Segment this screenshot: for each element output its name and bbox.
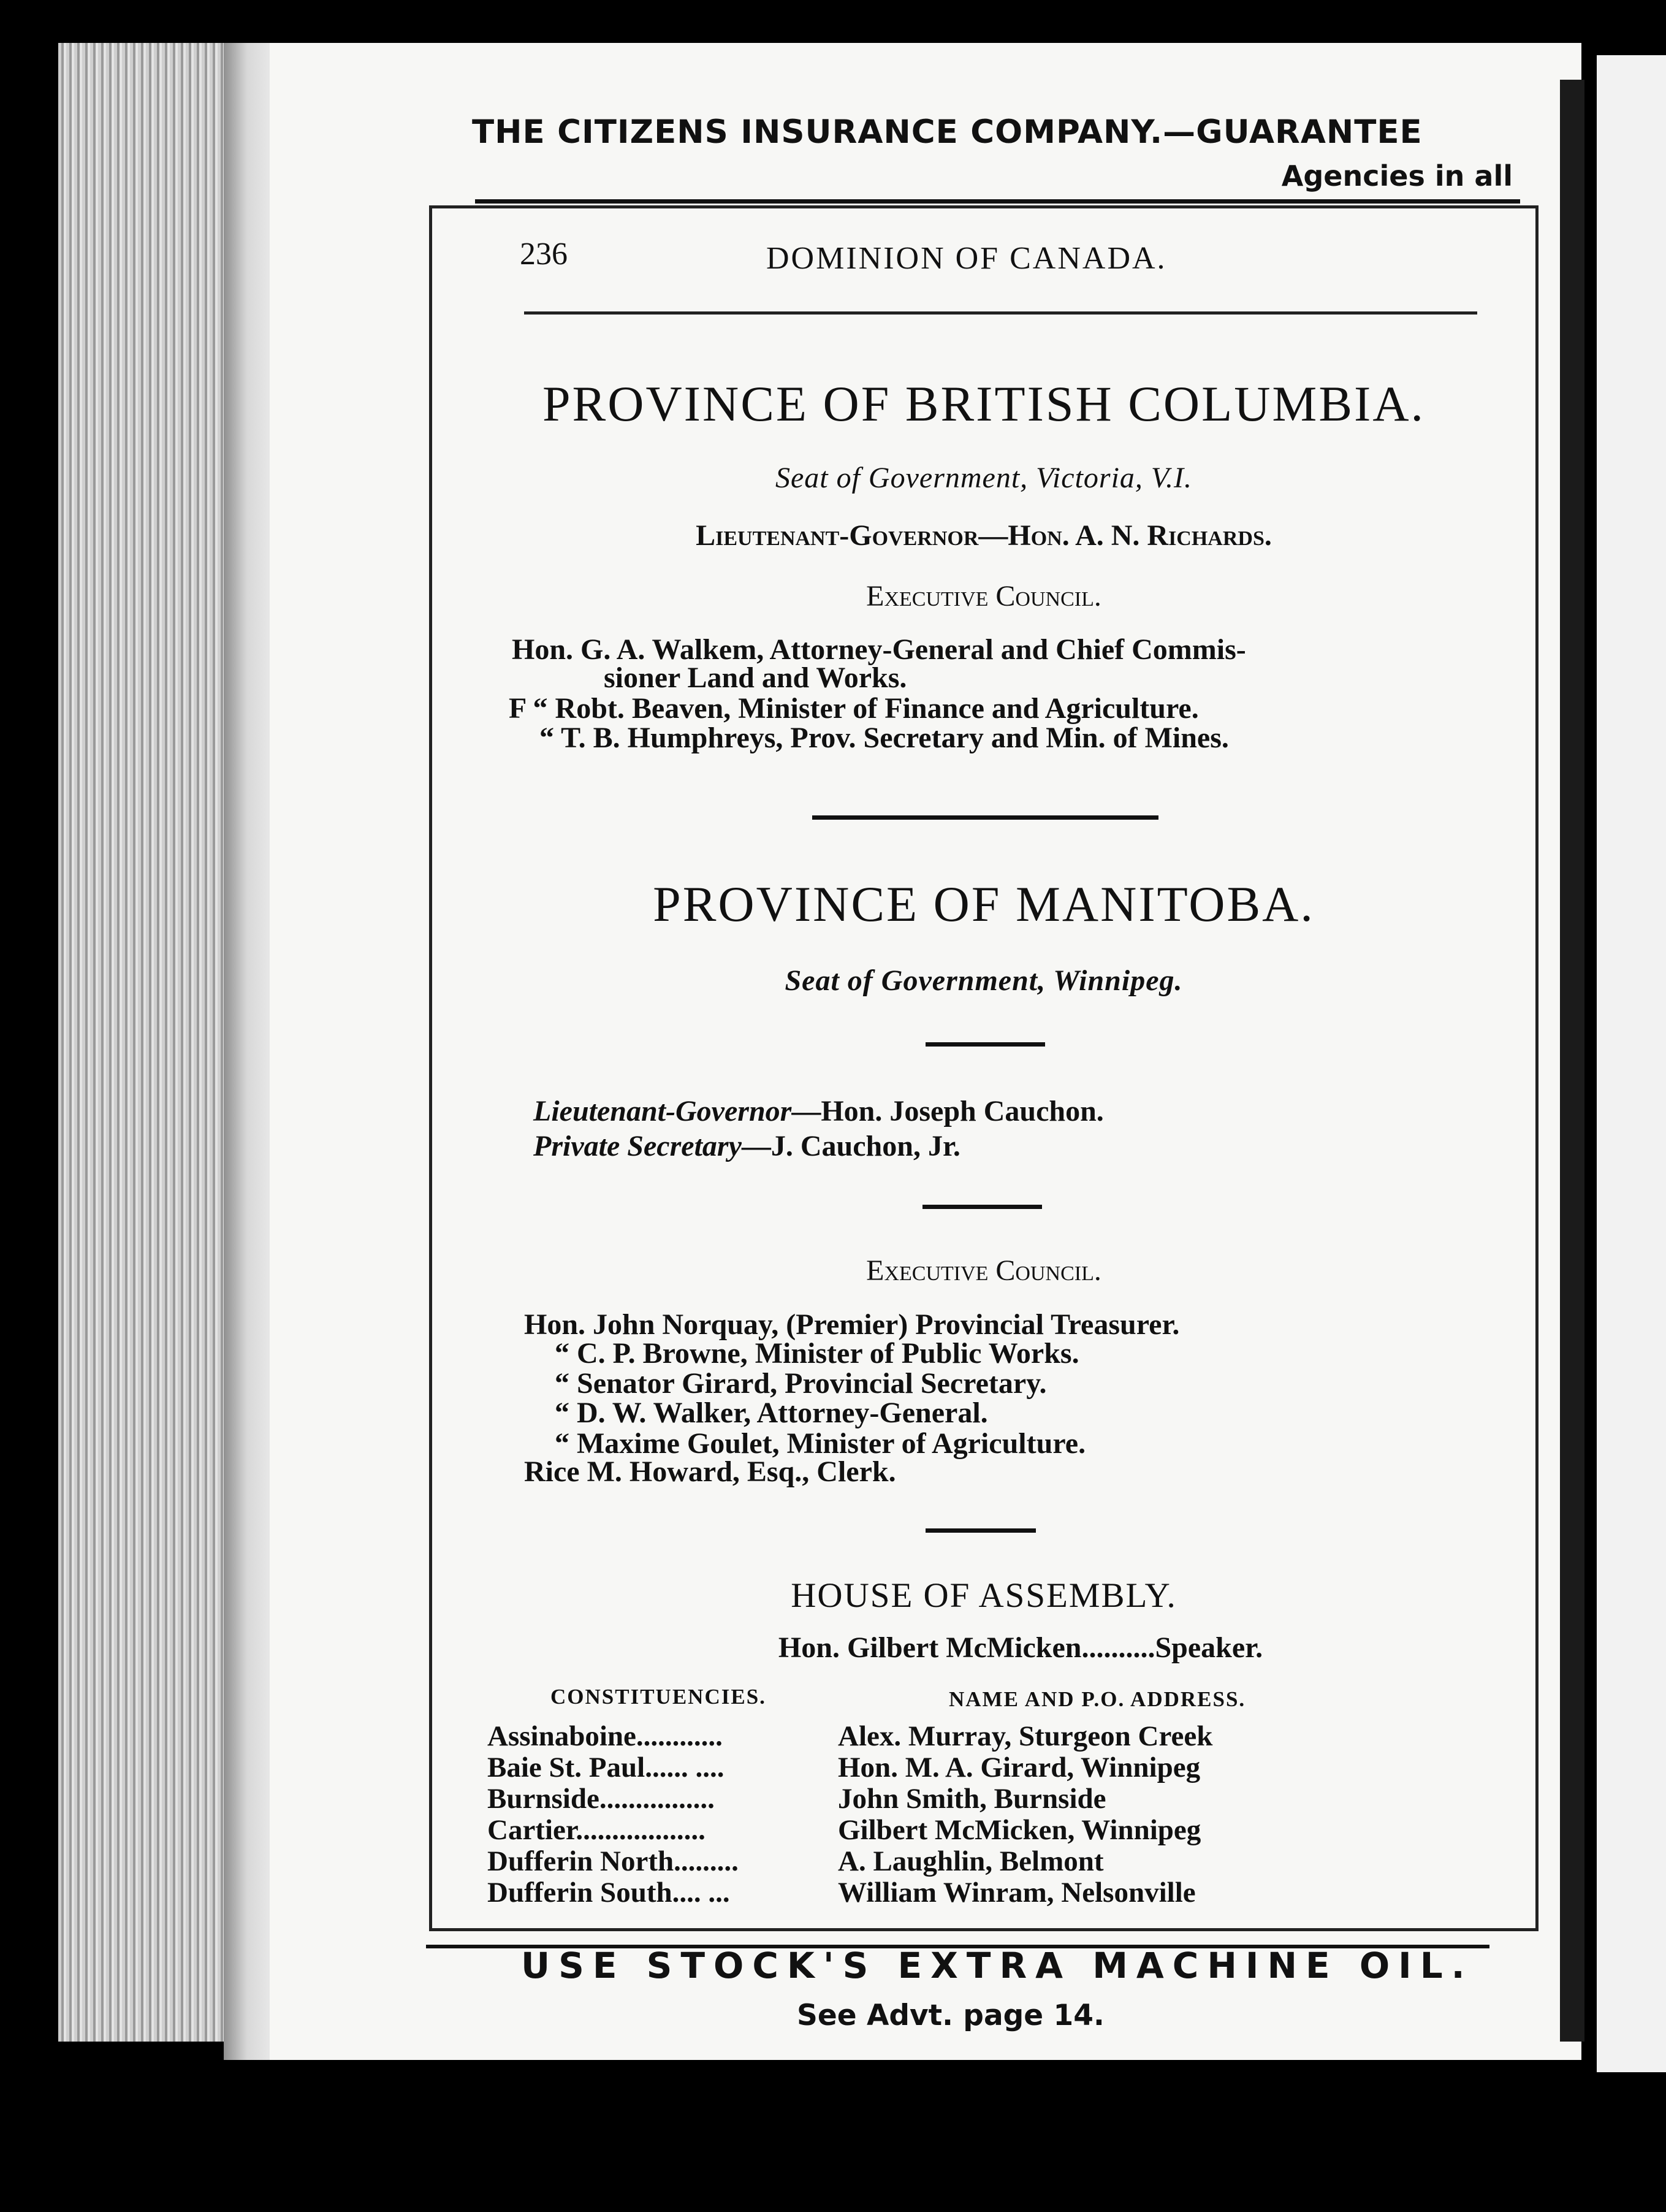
mb-council-line: “ Maxime Goulet, Minister of Agriculture.: [555, 1427, 1086, 1460]
mb-private-secretary: Private Secretary—J. Cauchon, Jr.: [533, 1130, 960, 1162]
page-edge-shadow: [1560, 80, 1584, 2042]
bc-lieutenant-governor: Lieutenant-Governor—Hon. A. N. Richards.: [696, 519, 1272, 552]
bc-seat: Seat of Government, Victoria, V.I.: [775, 462, 1193, 494]
member-row: Assinaboine............ Alex. Murray, Sturgeon Creek: [487, 1720, 1213, 1752]
advert-header-line1: THE CITIZENS INSURANCE COMPANY.—GUARANTEE: [472, 113, 1423, 151]
member-row: Baie St. Paul...... .... Hon. M. A. Girard, Winnipeg: [487, 1752, 1201, 1783]
mb-council-line: “ Senator Girard, Provincial Secretary.: [555, 1367, 1047, 1400]
assembly-title: HOUSE OF ASSEMBLY.: [791, 1576, 1177, 1615]
bc-council-line: sioner Land and Works.: [604, 662, 907, 694]
bc-council-line: “ T. B. Humphreys, Prov. Secretary and Min. of Mines.: [539, 722, 1229, 754]
title-rule: [524, 311, 1477, 315]
mb-title: PROVINCE OF MANITOBA.: [653, 876, 1315, 932]
page-number: 236: [520, 237, 568, 272]
bc-council-heading: Executive Council.: [866, 580, 1101, 612]
bc-title: PROVINCE OF BRITISH COLUMBIA.: [542, 376, 1426, 432]
bc-council-line: Hon. G. A. Walkem, Attorney-General and Chief Commis-: [512, 633, 1246, 666]
mb-council-line: Hon. John Norquay, (Premier) Provincial Treasurer.: [524, 1308, 1180, 1341]
column-header-constituencies: CONSTITUENCIES.: [550, 1685, 766, 1709]
mb-council-heading: Executive Council.: [866, 1254, 1101, 1287]
next-page-sliver: [1597, 55, 1666, 2072]
advert-header-line2: Agencies in all: [1281, 159, 1513, 193]
divider: [922, 1205, 1042, 1209]
column-header-name-address: NAME AND P.O. ADDRESS.: [949, 1687, 1246, 1711]
mb-council-line: “ D. W. Walker, Attorney-General.: [555, 1397, 988, 1429]
bc-council-line: F “ Robt. Beaven, Minister of Finance and Agriculture.: [509, 692, 1199, 725]
speaker-line: Hon. Gilbert McMicken..........Speaker.: [778, 1631, 1263, 1664]
member-row: Cartier.................. Gilbert McMicken, Winnipeg: [487, 1814, 1201, 1846]
running-title: DOMINION OF CANADA.: [766, 241, 1167, 276]
mb-council-line: Rice M. Howard, Esq., Clerk.: [524, 1455, 896, 1488]
divider: [926, 1528, 1036, 1533]
member-row: Burnside................ John Smith, Burnside: [487, 1783, 1106, 1815]
mb-lieutenant-governor: Lieutenant-Governor—Hon. Joseph Cauchon.: [533, 1095, 1104, 1127]
member-row: Dufferin South.... ... William Winram, Nelsonville: [487, 1877, 1196, 1909]
book-page-edges: [58, 43, 224, 2042]
divider: [926, 1042, 1045, 1047]
header-rule: [475, 199, 1520, 204]
section-divider: [812, 815, 1158, 820]
advert-footer-line1: USE STOCK'S EXTRA MACHINE OIL.: [521, 1945, 1474, 1986]
mb-council-line: “ C. P. Browne, Minister of Public Works.: [555, 1337, 1079, 1370]
advert-footer-line2: See Advt. page 14.: [797, 1999, 1105, 2032]
mb-seat: Seat of Government, Winnipeg.: [785, 964, 1183, 997]
member-row: Dufferin North......... A. Laughlin, Belmont: [487, 1845, 1104, 1877]
